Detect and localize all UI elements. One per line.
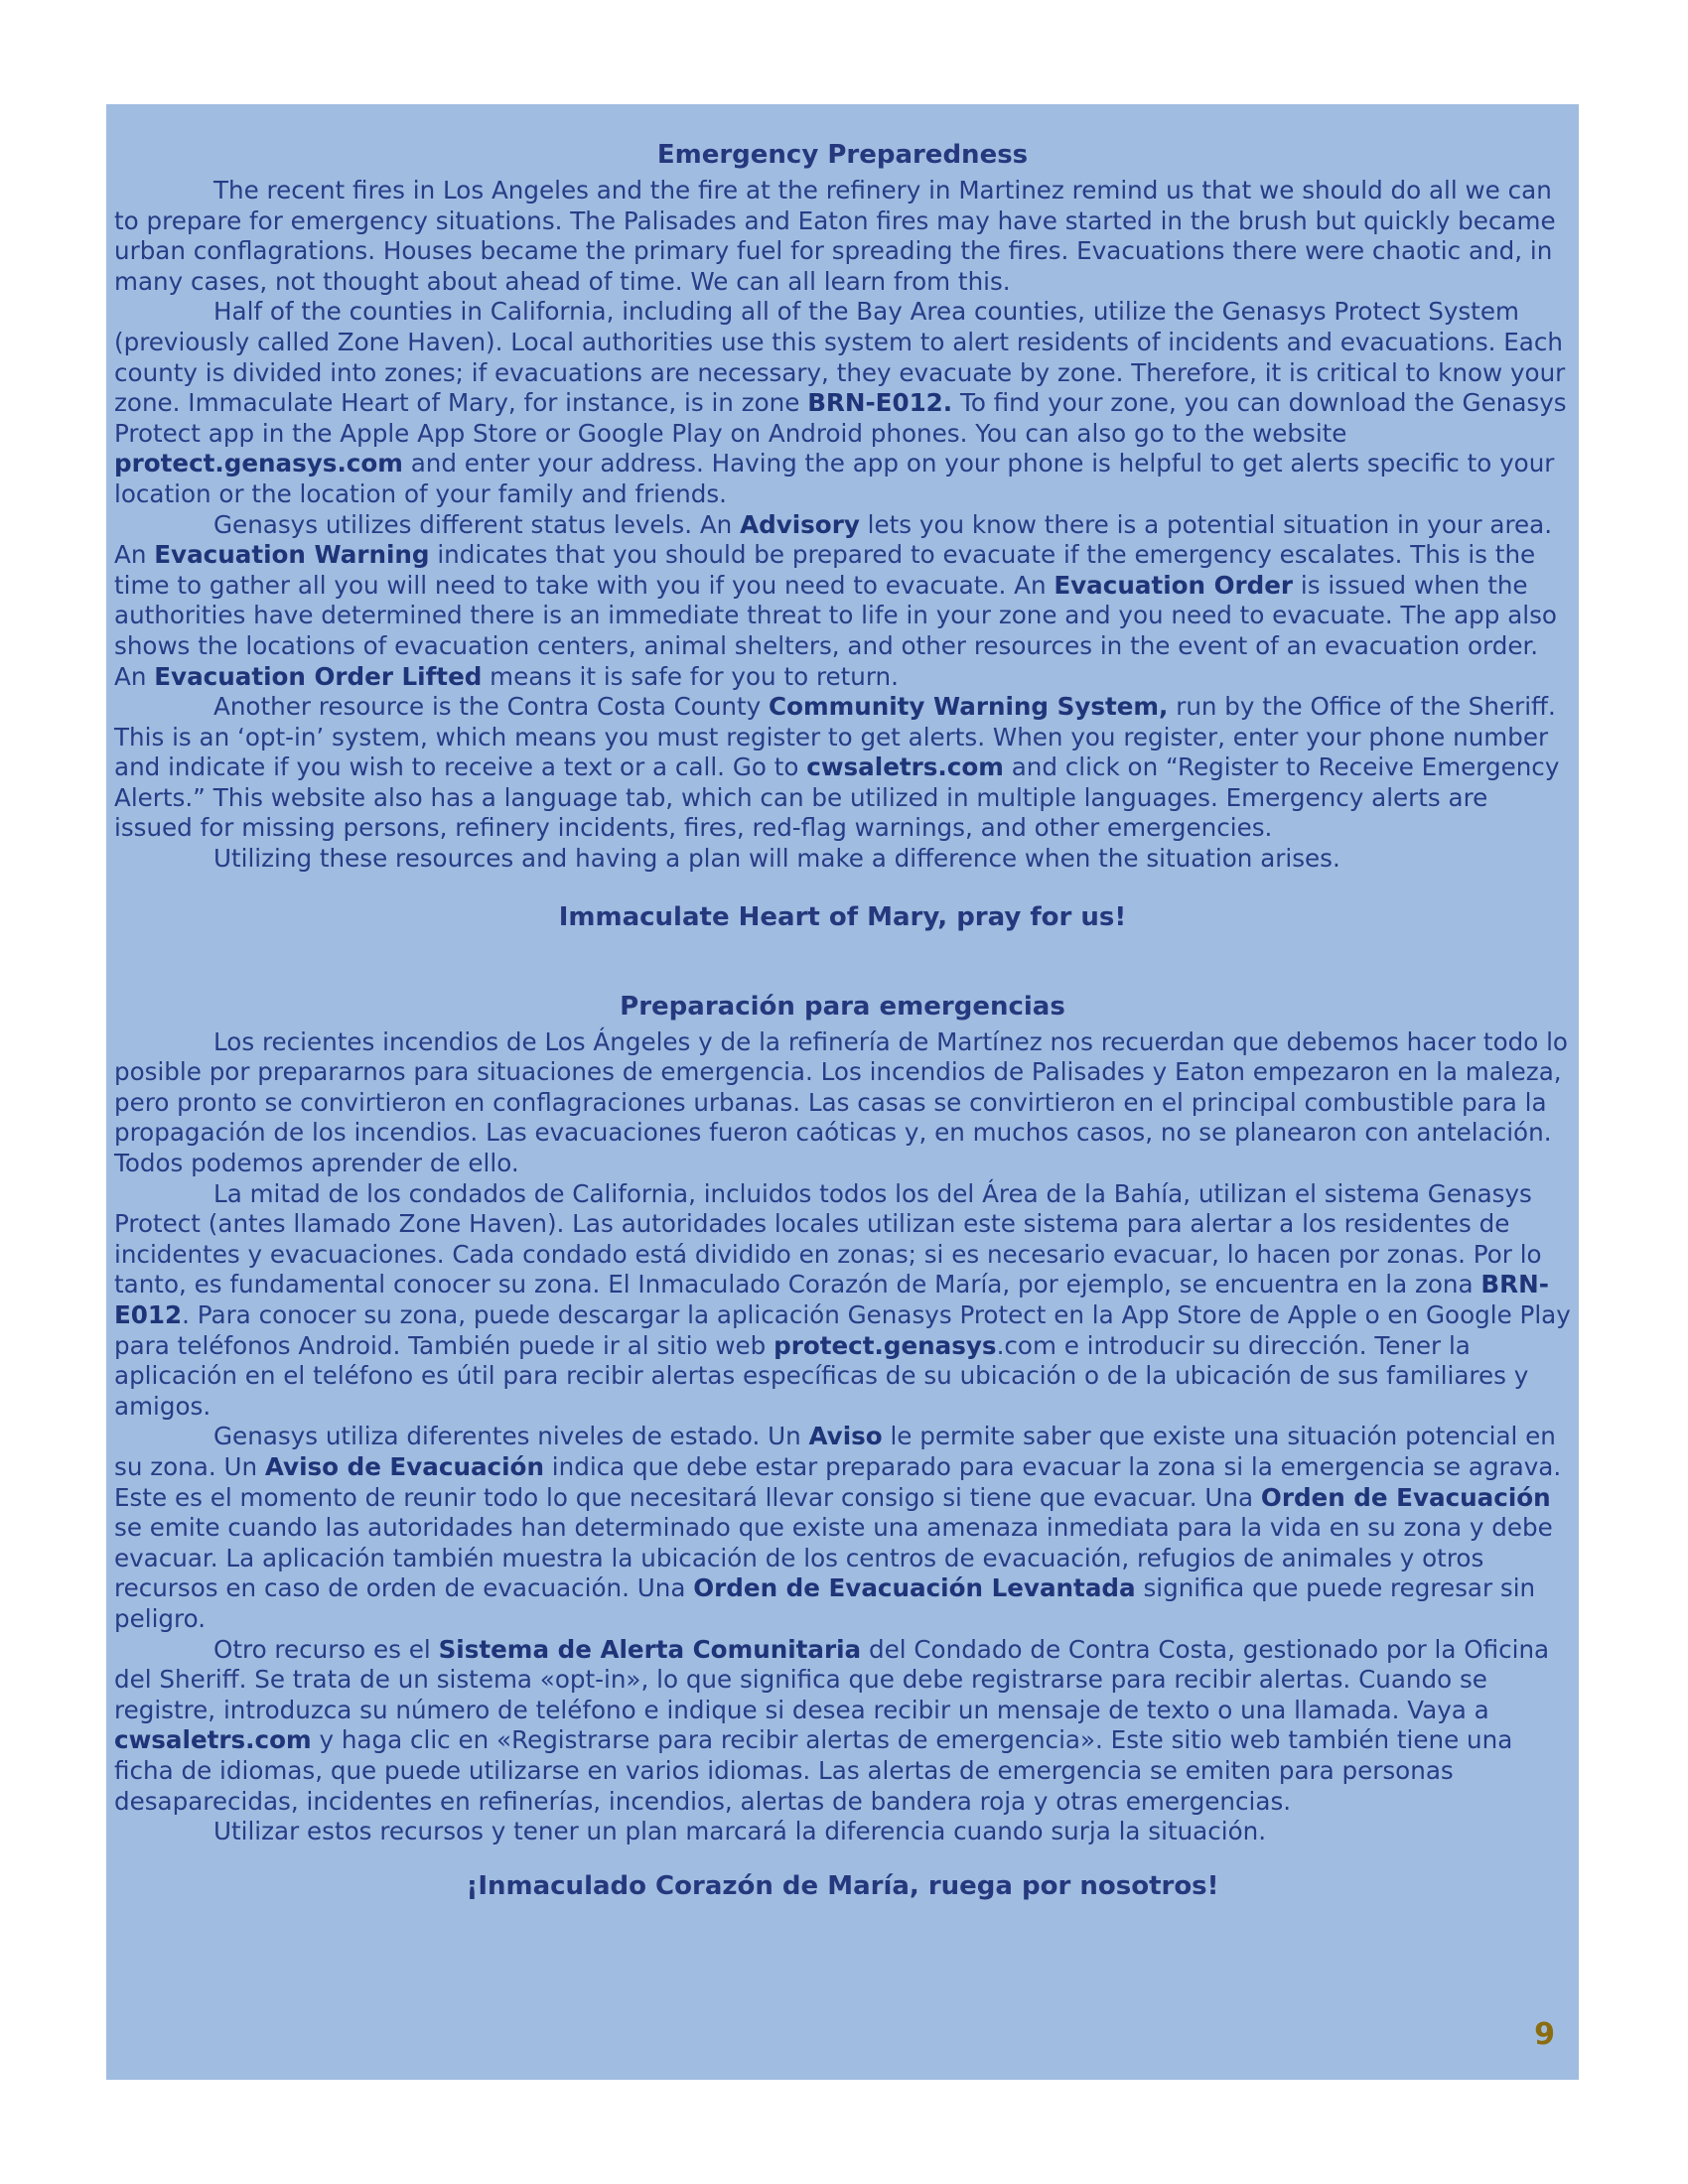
english-paragraph-1 — [114, 176, 1571, 297]
spanish-paragraph-1 — [114, 1027, 1571, 1179]
page-number: 9 — [1534, 2017, 1555, 2052]
spanish-p3-text-a: Genasys utiliza diferentes niveles de estado. Un — [213, 1422, 809, 1451]
spanish-p4-text-e: y haga clic en «Registrarse para recibir alertas de emergencia». Este sitio web también tiene una ficha de idiomas, que puede utilizarse en varios idiomas. Las alertas de emergencia se emiten para personas desaparecidas, incidentes en refinerías, incendios, alertas de bandera roja y otras emergencias. — [114, 1725, 1513, 1816]
spanish-zone-code: BRN-E012 — [114, 1270, 1549, 1329]
english-p4-text-e: and click on “Register to Receive Emergency Alerts.” This website also has a language tab, which can be utilized in multiple languages. Emergency alerts are issued for missing persons, refinery incidents, fires, red-flag warnings, and other emergencies. — [114, 752, 1560, 843]
spanish-orden-levantada-term: Orden de Evacuación Levantada — [693, 1573, 1136, 1603]
english-title: Emergency Preparedness — [656, 140, 1029, 170]
english-p1-text: The recent fires in Los Angeles and the fire at the refinery in Martinez remind us that we should do all we can to prepare for emergency situations. The Palisades and Eaton fires may have started in the brush but quickly became urban conflagrations. Houses became the primary fuel for spreading the fires. Evacuations there were chaotic and, in many cases, not thought about ahead of time. We can all learn from this. — [114, 176, 1556, 296]
english-website-link: protect.genasys.com — [114, 449, 403, 478]
spanish-p3-text-i: significa que puede regresar sin peligro. — [114, 1573, 1536, 1633]
spanish-paragraph-5 — [114, 1817, 1571, 1847]
spanish-p1-text: Los recientes incendios de Los Ángeles y de la refinería de Martínez nos recuerdan que debemos hacer todo lo posible por prepararnos para situaciones de emergencia. Los incendios de Palisades y Eaton empezaron en la maleza, pero pronto se convirtieron en conflagraciones urbanas. Las casas se convirtieron en el principal combustible para la propagación de los incendios. Las evacuaciones fueron caóticas y, en muchos casos, no se planearon con antelación. Todos podemos aprender de ello. — [114, 1026, 1568, 1178]
english-evacuation-warning-term: Evacuation Warning — [154, 540, 430, 570]
english-p4-text-c: run by the Office of the Sheriff. This is an ‘opt-in’ system, which means you must register to get alerts. When you register, enter your phone number and indicate if you wish to receive a text or a call. Go to — [114, 692, 1556, 782]
spanish-paragraph-3 — [114, 1422, 1571, 1634]
english-order-lifted-term: Evacuation Order Lifted — [154, 661, 483, 691]
english-paragraph-5 — [114, 844, 1571, 875]
english-p2-text-e: and enter your address. Having the app on your phone is helpful to get alerts specific to your location or the location of your family and friends. — [114, 449, 1555, 508]
english-paragraph-2 — [114, 297, 1571, 509]
english-p3-text-a: Genasys utilizes different status levels. An — [213, 509, 741, 539]
spanish-p3-text-c: le permite saber que existe una situación potencial en su zona. Un — [114, 1422, 1556, 1481]
english-p3-text-g: is issued when the authorities have determined there is an immediate threat to life in your zone and you need to evacuate. The app also shows the locations of evacuation centers, animal shelters, and other resources in the event of an evacuation order. An — [114, 570, 1557, 691]
english-p2-text-a: Half of the counties in California, including all of the Bay Area counties, utilize the Genasys Protect System (previously called Zone Haven). Local authorities use this system to alert residents of incidents and evacuations. Each county is divided into zones; if evacuations are necessary, they evacuate by zone. Therefore, it is critical to know your zone. Immaculate Heart of Mary, for instance, is in zone — [114, 297, 1566, 418]
spanish-orden-evacuacion-term: Orden de Evacuación — [1260, 1482, 1551, 1512]
spanish-p2-text-c: . Para conocer su zona, puede descargar la aplicación Genasys Protect en la App Store de Apple o en Google Play para teléfonos Android. También puede ir al sitio web — [114, 1300, 1571, 1360]
spanish-paragraph-4 — [114, 1635, 1571, 1818]
english-cws-term: Community Warning System, — [769, 692, 1169, 722]
english-p4-text-a: Another resource is the Contra Costa County — [213, 692, 770, 722]
spanish-p5-text: Utilizar estos recursos y tener un plan marcará la diferencia cuando surja la situación. — [213, 1817, 1267, 1846]
spanish-p4-text-a: Otro recurso es el — [213, 1634, 439, 1664]
article-panel — [106, 104, 1579, 2080]
english-zone-code: BRN-E012. — [807, 388, 953, 418]
spanish-website-link: protect.genasys — [774, 1330, 997, 1360]
spanish-p3-text-g: se emite cuando las autoridades han determinado que existe una amenaza inmediata para la vida en su zona y debe evacuar. La aplicación también muestra la ubicación de los centros de evacuación, refugios de animales y otros recursos en caso de orden de evacuación. Una — [114, 1513, 1553, 1603]
english-paragraph-4 — [114, 692, 1571, 844]
english-advisory-term: Advisory — [740, 509, 860, 539]
english-cws-website: cwsaletrs.com — [806, 752, 1004, 782]
spanish-p3-text-e: indica que debe estar preparado para evacuar la zona si la emergencia se agrava. Este es el momento de reunir todo lo que necesitará llevar consigo si tiene que evacuar. Una — [114, 1451, 1562, 1512]
spanish-aviso-term: Aviso — [808, 1422, 883, 1451]
english-paragraph-3 — [114, 510, 1571, 693]
spanish-title: Preparación para emergencias — [620, 991, 1065, 1022]
english-p5-text: Utilizing these resources and having a plan will make a difference when the situation arises. — [213, 844, 1340, 874]
spanish-aviso-evacuacion-term: Aviso de Evacuación — [264, 1451, 544, 1481]
spanish-closing-prayer: ¡Inmaculado Corazón de María, ruega por nosotros! — [466, 1870, 1219, 1901]
english-evacuation-order-term: Evacuation Order — [1054, 570, 1294, 600]
english-closing-prayer: Immaculate Heart of Mary, pray for us! — [558, 901, 1127, 932]
english-p3-text-c: lets you know there is a potential situation in your area. An — [114, 509, 1553, 570]
spanish-p2-text-a: La mitad de los condados de California, incluidos todos los del Área de la Bahía, utilizan el sistema Genasys Protect (antes llamado Zone Haven). Las autoridades locales utilizan este sistema para alertar a los residentes de incidentes y evacuaciones. Cada condado está dividido en zonas; si es necesario evacuar, lo hacen por zonas. Por lo tanto, es fundamental conocer su zona. El Inmaculado Corazón de María, por ejemplo, se encuentra en la zona — [114, 1178, 1542, 1299]
spanish-sistema-alerta-term: Sistema de Alerta Comunitaria — [438, 1634, 862, 1664]
spanish-paragraph-2 — [114, 1179, 1571, 1423]
spanish-p4-text-c: del Condado de Contra Costa, gestionado por la Oficina del Sheriff. Se trata de un sistema «opt-in», lo que significa que debe registrarse para recibir alertas. Cuando se registre, introduzca su número de teléfono e indique si desea recibir un mensaje de texto o una llamada. Vaya a — [114, 1634, 1550, 1724]
spanish-p2-text-e: .com e introducir su dirección. Tener la aplicación en el teléfono es útil para recibir alertas específicas de su ubicación o de la ubicación de sus familiares y amigos. — [114, 1330, 1529, 1421]
spanish-cws-website: cwsaletrs.com — [114, 1725, 312, 1755]
english-p2-text-c: To find your zone, you can download the Genasys Protect app in the Apple App Store or Google Play on Android phones. You can also go to the website — [114, 388, 1567, 448]
english-p3-text-i: means it is safe for you to return. — [482, 661, 899, 691]
english-p3-text-e: indicates that you should be prepared to evacuate if the emergency escalates. This is the time to gather all you will need to take with you if you need to evacuate. An — [114, 540, 1536, 600]
